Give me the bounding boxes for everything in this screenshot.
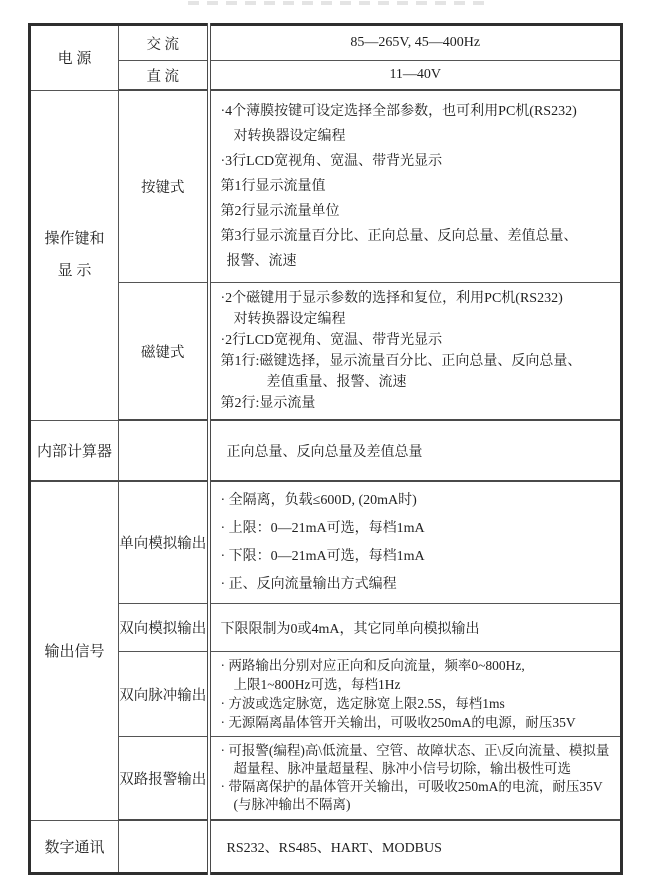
spec-line: 上限1~800Hz可选，每档1Hz [233, 677, 401, 692]
spec-line: · 两路输出分别对应正向和反向流量，频率0~800Hz, [220, 658, 525, 673]
table-row-power-dc [30, 61, 622, 91]
pulse-dual-label-cell: 双向脉冲输出 [119, 652, 209, 737]
analog-dual-label-cell: 双向模拟输出 [119, 604, 209, 652]
comm-empty-cell [119, 820, 209, 874]
analog-single-content-cell [209, 481, 622, 604]
cropped-text-artifact [188, 1, 488, 5]
spec-line: 报警、流速 [226, 254, 297, 269]
spec-line: 对转换器设定编程 [233, 129, 346, 144]
analog-dual-value-cell: 下限限制为0或4mA，其它同单向模拟输出 [209, 604, 622, 652]
spec-line: ·2行LCD宽视角、宽温、带背光显示 [220, 333, 443, 348]
calculator-header-cell: 内部计算器 [30, 420, 119, 481]
spec-line: ·3行LCD宽视角、宽温、带背光显示 [220, 154, 443, 169]
table-row-digital-comm [30, 820, 622, 874]
calculator-value-cell: 正向总量、反向总量及差值总量 [209, 420, 622, 481]
spec-line: ·4个薄膜按键可设定选择全部参数，也可利用PC机(RS232) [220, 104, 577, 119]
table-row-analog-single [30, 481, 622, 604]
button-type-content-cell [209, 90, 622, 283]
spec-line: (与脉冲输出不隔离) [233, 797, 351, 812]
spec-line: 超量程、脉冲量超量程、脉冲小信号切除，输出极性可选 [233, 761, 571, 776]
spec-line: · 正、反向流量输出方式编程 [220, 576, 397, 592]
operation-header-cell [30, 90, 119, 420]
power-header-cell: 电 源 [30, 25, 119, 91]
pulse-dual-content-cell [209, 652, 622, 737]
spec-line: 第1行:磁键选择，显示流量百分比、正向总量、反向总量、 [220, 354, 582, 369]
spec-line: 差值重量、报警、流速 [266, 375, 407, 390]
spec-line: · 全隔离，负载≤600D, (20mA时) [220, 492, 417, 508]
spec-table [28, 23, 623, 875]
spec-line: 第2行:显示流量 [220, 396, 316, 411]
alarm-dual-content-cell [209, 737, 622, 821]
output-header-cell: 输出信号 [30, 481, 119, 820]
table-row-button-type [30, 90, 622, 283]
spec-line: · 带隔离保护的晶体管开关输出，可吸收250mA的电流，耐压35V [220, 779, 603, 794]
table-row-power-ac [30, 25, 622, 61]
spec-line: 对转换器设定编程 [233, 312, 346, 327]
calculator-empty-cell [119, 420, 209, 481]
table-row-analog-dual [30, 604, 622, 652]
alarm-dual-label-cell: 双路报警输出 [119, 737, 209, 821]
comm-value-cell: RS232、RS485、HART、MODBUS [209, 820, 622, 874]
spec-line: ·2个磁键用于显示参数的选择和复位，利用PC机(RS232) [220, 291, 563, 306]
operation-header-line2: 显 示 [57, 263, 92, 279]
table-row-internal-calculator [30, 420, 622, 481]
analog-single-label-cell: 单向模拟输出 [119, 481, 209, 604]
power-dc-value-cell: 11—40V [209, 61, 622, 91]
spec-line: · 方波或选定脉宽，选定脉宽上限2.5S，每档1ms [220, 696, 505, 711]
power-ac-label-cell: 交 流 [119, 25, 209, 61]
operation-header-line1: 操作键和 [44, 231, 105, 247]
power-dc-label-cell: 直 流 [119, 61, 209, 91]
magnetic-type-content-cell [209, 283, 622, 421]
table-row-alarm-dual [30, 737, 622, 821]
spec-line: · 上限：0—21mA可选，每档1mA [220, 520, 425, 536]
spec-line: 第2行显示流量单位 [220, 204, 340, 219]
spec-line: 第1行显示流量值 [220, 179, 326, 194]
comm-header-cell: 数字通讯 [30, 820, 119, 874]
spec-line: · 下限：0—21mA可选，每档1mA [220, 548, 425, 564]
button-type-label-cell: 按键式 [119, 90, 209, 283]
spec-line: · 可报警(编程)高\低流量、空管、故障状态、正\反向流量、模拟量 [220, 743, 610, 758]
table-row-pulse-dual [30, 652, 622, 737]
table-row-magnetic-type [30, 283, 622, 421]
spec-line: · 无源隔离晶体管开关输出，可吸收250mA的电源，耐压35V [220, 715, 576, 730]
spec-line: 第3行显示流量百分比、正向总量、反向总量、差值总量、 [220, 229, 578, 244]
power-ac-value-cell: 85—265V, 45—400Hz [209, 25, 622, 61]
magnetic-type-label-cell: 磁键式 [119, 283, 209, 421]
